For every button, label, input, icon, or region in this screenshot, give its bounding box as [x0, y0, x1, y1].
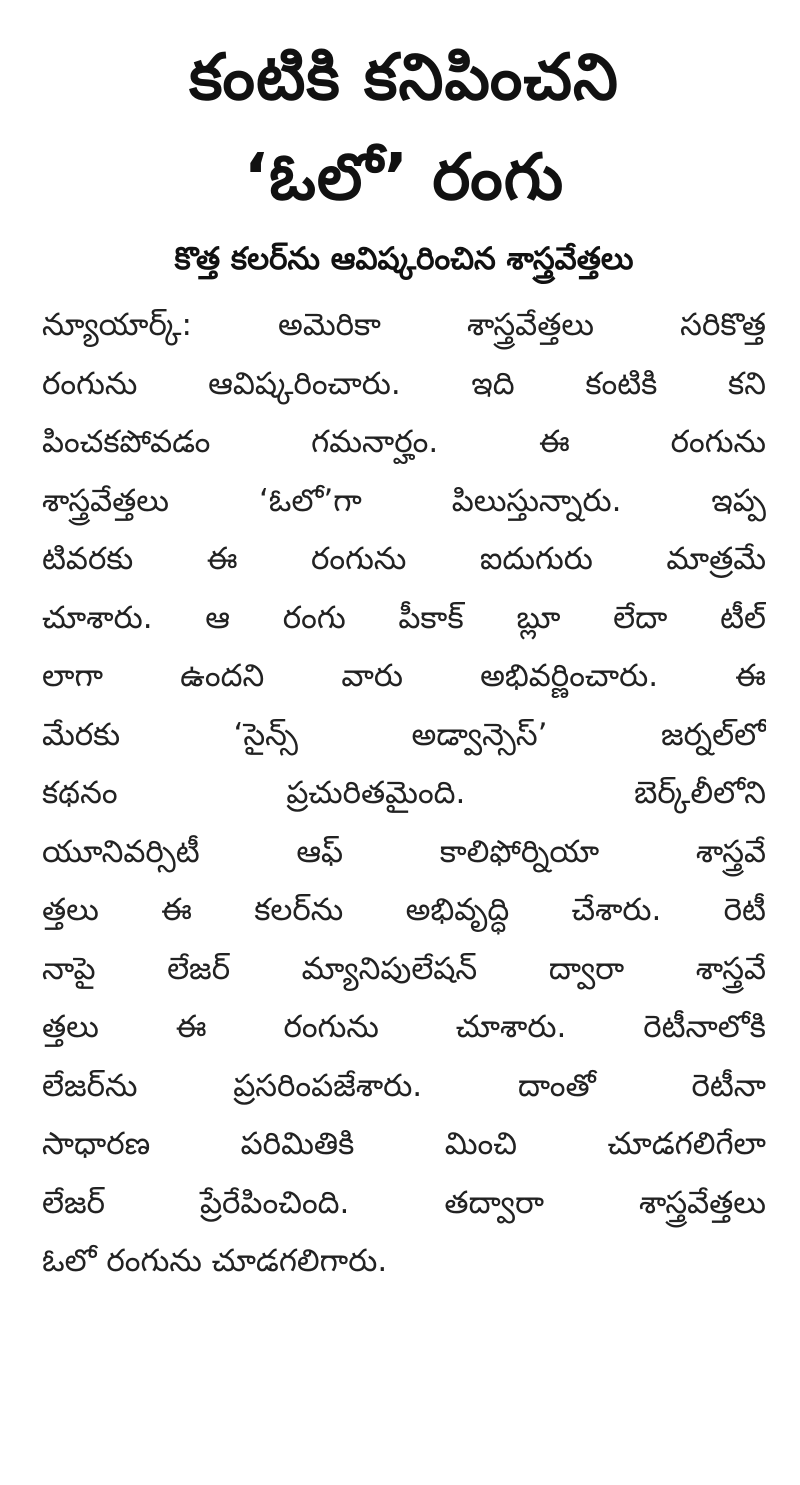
body-line: మేరకు ‘సైన్స్‌ అడ్వాన్సెస్‌’ జర్నల్‌లో: [42, 716, 766, 753]
body-line: చూశారు. ఆ రంగు పీకాక్‌ బ్లూ లేదా టీల్‌: [42, 599, 766, 636]
body-line: ఓలో రంగును చూడగలిగారు.: [42, 1243, 388, 1279]
body-line: పించకపోవడం గమనార్హం. ఈ రంగును: [42, 424, 766, 460]
body-line: త్తలు ఈ కలర్‌ను అభివృద్ధి చేశారు. రెటీ: [42, 892, 766, 928]
body-line: లేజర్‌ ప్రేరేపించింది. తద్వారా శాస్త్రవేత్తలు: [42, 1184, 766, 1221]
headline-line-1: కంటికి కనిపించని: [189, 41, 619, 115]
body-line: టివరకు ఈ రంగును ఐదుగురు మాత్రమే: [42, 541, 766, 577]
headline: [42, 28, 766, 228]
body-line: త్తలు ఈ రంగును చూశారు. రెటీనాలోకి: [42, 1009, 766, 1045]
body-line: లాగా ఉందని వారు అభివర్ణించారు. ఈ: [42, 658, 766, 694]
body-line: రంగును ఆవిష్కరించారు. ఇది కంటికి కని: [42, 365, 766, 402]
body-line: కథనం ప్రచురితమైంది. బెర్క్‌లీలోని: [42, 775, 766, 811]
body-line: సాధారణ పరిమితికి మించి చూడగలిగేలా: [42, 1126, 766, 1162]
body-line: నాపై లేజర్‌ మ్యానిపులేషన్‌ ద్వారా శాస్త్రవే: [42, 950, 766, 987]
article-body: [42, 296, 766, 1291]
body-line: లేజర్‌ను ప్రసరింపజేశారు. దాంతో రెటీనా: [42, 1067, 766, 1104]
headline-line-2: ‘ఓలో’ రంగు: [243, 141, 565, 215]
body-line: యూనివర్సిటీ ఆఫ్‌ కాలిఫోర్నియా శాస్త్రవే: [42, 833, 766, 870]
body-line: శాస్త్రవేత్తలు ‘ఓలో’గా పిలుస్తున్నారు. ఇప్ప: [42, 482, 766, 519]
body-line: న్యూయార్క్‌: అమెరికా శాస్త్రవేత్తలు సరికొత్త: [42, 307, 766, 343]
subheadline: కొత్త కలర్‌ను ఆవిష్కరించిన శాస్త్రవేత్తలు: [174, 241, 634, 277]
